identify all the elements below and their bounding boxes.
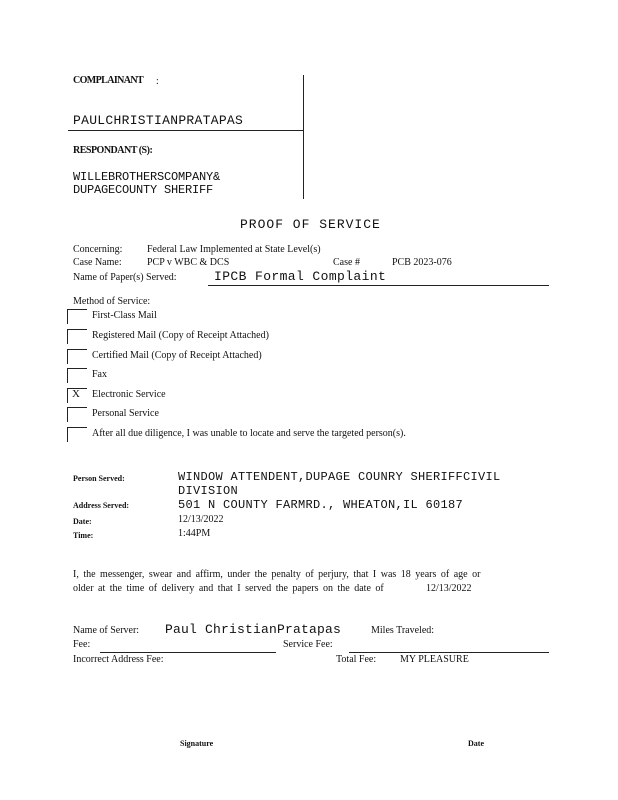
method-option-label: After all due diligence, I was unable to locate and serve the targeted person(s). <box>92 428 406 439</box>
case-name-label: Case Name: <box>73 257 122 268</box>
method-option-label: Electronic Service <box>92 389 166 400</box>
concerning-label: Concerning: <box>73 244 123 255</box>
checkbox[interactable] <box>67 349 87 364</box>
server-name-value: Paul ChristianPratapas <box>165 622 342 637</box>
address-served-label: Address Served: <box>73 501 130 510</box>
service-fee-underline <box>349 652 549 653</box>
method-option-label: Personal Service <box>92 408 159 419</box>
checkbox[interactable] <box>67 309 87 324</box>
case-number-value: PCB 2023-076 <box>392 257 452 268</box>
date-served-value: 12/13/2022 <box>178 514 224 525</box>
person-served-line2: DIVISION <box>178 484 239 498</box>
page-title: PROOF OF SERVICE <box>240 217 381 232</box>
time-served-value: 1:44PM <box>178 528 211 539</box>
respondent-line2: DUPAGECOUNTY SHERIFF <box>73 183 214 197</box>
papers-underline <box>208 285 549 286</box>
address-served-value: 501 N COUNTY FARMRD., WHEATON,IL 60187 <box>178 498 464 512</box>
checkbox[interactable]: X <box>67 388 87 403</box>
respondent-label: RESPONDANT (S): <box>73 145 153 156</box>
case-number-label: Case # <box>333 257 360 268</box>
complainant-underline <box>68 130 304 131</box>
affirmation-date: 12/13/2022 <box>426 583 472 594</box>
fee-label: Fee: <box>73 639 91 650</box>
papers-value: IPCB Formal Complaint <box>214 269 387 284</box>
method-option-label: Certified Mail (Copy of Receipt Attached) <box>92 350 262 361</box>
concerning-value: Federal Law Implemented at State Level(s) <box>147 244 321 255</box>
total-fee-label: Total Fee: <box>336 654 377 665</box>
papers-label: Name of Paper(s) Served: <box>73 272 177 283</box>
incorrect-address-fee-label: Incorrect Address Fee: <box>73 654 164 665</box>
checkbox[interactable] <box>67 407 87 422</box>
header-divider <box>303 75 304 199</box>
complainant-label: COMPLAINANT <box>73 75 144 86</box>
service-fee-label: Service Fee: <box>283 639 333 650</box>
method-option-label: Fax <box>92 369 107 380</box>
miles-traveled-label: Miles Traveled: <box>371 625 435 636</box>
method-label: Method of Service: <box>73 296 151 307</box>
person-served-label: Person Served: <box>73 474 125 483</box>
checkbox[interactable] <box>67 427 87 442</box>
person-served-line1: WINDOW ATTENDENT,DUPAGE COUNRY SHERIFFCIVIL <box>178 470 501 484</box>
case-name-value: PCP v WBC & DCS <box>147 257 230 268</box>
fee-underline <box>100 652 276 653</box>
affirmation-line2: older at the time of delivery and that I served the papers on the date of <box>73 583 384 594</box>
respondent-line1: WILLEBROTHERSCOMPANY& <box>73 170 221 184</box>
complainant-colon: : <box>156 76 159 87</box>
signature-date-label: Date <box>468 739 484 748</box>
date-served-label: Date: <box>73 517 92 526</box>
checkbox[interactable] <box>67 368 87 383</box>
affirmation-line1: I, the messenger, swear and affirm, under the penalty of perjury, that I was 18 years of age or <box>73 569 481 580</box>
complainant-name: PAULCHRISTIANPRATAPAS <box>73 113 244 128</box>
signature-label: Signature <box>180 739 214 748</box>
time-served-label: Time: <box>73 531 94 540</box>
checkbox[interactable] <box>67 329 87 344</box>
total-fee-value: MY PLEASURE <box>400 654 469 665</box>
method-option-label: First-Class Mail <box>92 310 157 321</box>
method-option-label: Registered Mail (Copy of Receipt Attached) <box>92 330 269 341</box>
server-name-label: Name of Server: <box>73 625 140 636</box>
